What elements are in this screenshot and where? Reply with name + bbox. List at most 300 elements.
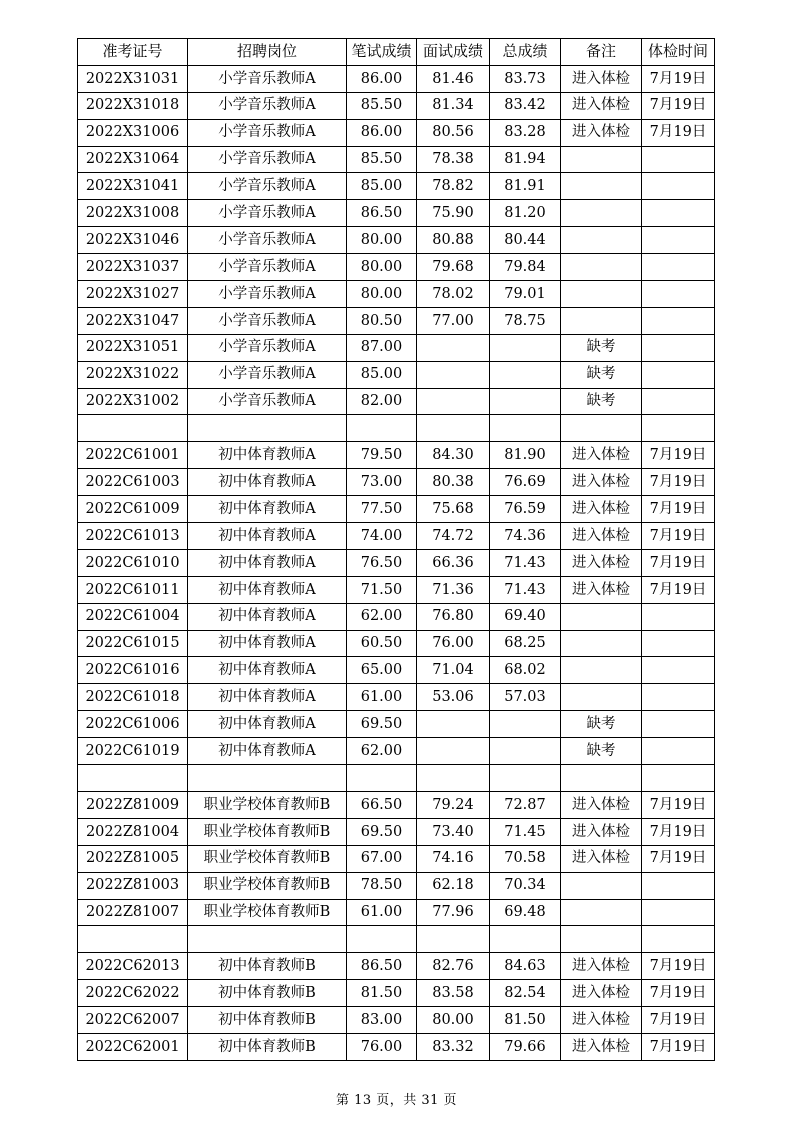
exam-date-cell xyxy=(642,334,715,361)
total-score-cell: 69.48 xyxy=(490,899,561,926)
remark-cell: 进入体检 xyxy=(561,791,642,818)
table-row xyxy=(78,281,715,308)
interview-score-cell: 78.02 xyxy=(417,281,490,308)
table-row xyxy=(78,980,715,1007)
remark-cell xyxy=(561,307,642,334)
interview-score-cell xyxy=(417,738,490,765)
exam-id-cell: 2022Z81007 xyxy=(78,899,188,926)
interview-score-cell: 78.82 xyxy=(417,173,490,200)
written-score-cell: 81.50 xyxy=(347,980,417,1007)
exam-id-cell: 2022C62013 xyxy=(78,953,188,980)
interview-score-cell: 76.80 xyxy=(417,603,490,630)
position-cell: 初中体育教师A xyxy=(188,496,347,523)
table-row xyxy=(78,818,715,845)
remark-cell xyxy=(561,603,642,630)
total-score-cell: 71.45 xyxy=(490,818,561,845)
remark-cell: 进入体检 xyxy=(561,92,642,119)
total-score-cell xyxy=(490,361,561,388)
exam-id-cell: 2022X31037 xyxy=(78,254,188,281)
exam-id-cell: 2022Z81004 xyxy=(78,818,188,845)
header-position: 招聘岗位 xyxy=(188,39,347,66)
interview-score-cell xyxy=(417,334,490,361)
exam-date-cell xyxy=(642,603,715,630)
written-score-cell: 61.00 xyxy=(347,684,417,711)
exam-date-cell xyxy=(642,227,715,254)
total-score-cell: 78.75 xyxy=(490,307,561,334)
exam-date-cell: 7月19日 xyxy=(642,549,715,576)
interview-score-cell: 84.30 xyxy=(417,442,490,469)
header-exam-date: 体检时间 xyxy=(642,39,715,66)
table-row xyxy=(78,684,715,711)
interview-score-cell: 74.16 xyxy=(417,845,490,872)
position-cell: 初中体育教师A xyxy=(188,657,347,684)
table-row xyxy=(78,576,715,603)
table-row xyxy=(78,1007,715,1034)
total-score-cell: 71.43 xyxy=(490,576,561,603)
exam-id-cell: 2022C61015 xyxy=(78,630,188,657)
table-row xyxy=(78,549,715,576)
exam-date-cell: 7月19日 xyxy=(642,496,715,523)
table-row xyxy=(78,334,715,361)
position-cell: 初中体育教师A xyxy=(188,684,347,711)
written-score-cell: 69.50 xyxy=(347,818,417,845)
remark-cell: 进入体检 xyxy=(561,119,642,146)
separator-row xyxy=(78,926,715,953)
exam-date-cell xyxy=(642,684,715,711)
interview-score-cell: 71.36 xyxy=(417,576,490,603)
interview-score-cell: 75.68 xyxy=(417,496,490,523)
remark-cell xyxy=(561,657,642,684)
exam-id-cell: 2022C62007 xyxy=(78,1007,188,1034)
exam-date-cell: 7月19日 xyxy=(642,1033,715,1060)
exam-id-cell: 2022X31051 xyxy=(78,334,188,361)
table-row xyxy=(78,1033,715,1060)
exam-id-cell xyxy=(78,926,188,953)
exam-date-cell: 7月19日 xyxy=(642,442,715,469)
table-row xyxy=(78,496,715,523)
exam-date-cell: 7月19日 xyxy=(642,65,715,92)
total-score-cell: 81.50 xyxy=(490,1007,561,1034)
total-score-cell: 70.58 xyxy=(490,845,561,872)
interview-score-cell: 82.76 xyxy=(417,953,490,980)
remark-cell: 进入体检 xyxy=(561,980,642,1007)
total-score-cell xyxy=(490,926,561,953)
total-score-cell: 71.43 xyxy=(490,549,561,576)
position-cell: 初中体育教师A xyxy=(188,523,347,550)
position-cell: 初中体育教师A xyxy=(188,738,347,765)
exam-date-cell xyxy=(642,415,715,442)
interview-score-cell: 79.68 xyxy=(417,254,490,281)
exam-date-cell xyxy=(642,388,715,415)
position-cell: 小学音乐教师A xyxy=(188,200,347,227)
header-written-score: 笔试成绩 xyxy=(347,39,417,66)
written-score-cell: 65.00 xyxy=(347,657,417,684)
position-cell: 初中体育教师A xyxy=(188,442,347,469)
position-cell: 初中体育教师B xyxy=(188,953,347,980)
written-score-cell: 86.50 xyxy=(347,953,417,980)
remark-cell: 进入体检 xyxy=(561,953,642,980)
table-row xyxy=(78,119,715,146)
header-interview-score: 面试成绩 xyxy=(417,39,490,66)
written-score-cell: 67.00 xyxy=(347,845,417,872)
interview-score-cell: 83.32 xyxy=(417,1033,490,1060)
exam-id-cell: 2022C61004 xyxy=(78,603,188,630)
exam-id-cell: 2022X31027 xyxy=(78,281,188,308)
interview-score-cell: 80.00 xyxy=(417,1007,490,1034)
exam-date-cell xyxy=(642,872,715,899)
written-score-cell: 61.00 xyxy=(347,899,417,926)
position-cell: 初中体育教师B xyxy=(188,1007,347,1034)
written-score-cell: 62.00 xyxy=(347,738,417,765)
exam-date-cell xyxy=(642,657,715,684)
table-row xyxy=(78,899,715,926)
interview-score-cell: 77.00 xyxy=(417,307,490,334)
exam-id-cell: 2022C62022 xyxy=(78,980,188,1007)
position-cell: 初中体育教师B xyxy=(188,1033,347,1060)
exam-date-cell: 7月19日 xyxy=(642,845,715,872)
header-total-score: 总成绩 xyxy=(490,39,561,66)
score-table xyxy=(77,38,715,1061)
remark-cell xyxy=(561,227,642,254)
total-score-cell: 79.01 xyxy=(490,281,561,308)
exam-date-cell xyxy=(642,200,715,227)
exam-id-cell: 2022C61019 xyxy=(78,738,188,765)
exam-date-cell xyxy=(642,307,715,334)
interview-score-cell: 80.38 xyxy=(417,469,490,496)
total-score-cell: 80.44 xyxy=(490,227,561,254)
header-remark: 备注 xyxy=(561,39,642,66)
table-row xyxy=(78,469,715,496)
total-score-cell: 57.03 xyxy=(490,684,561,711)
exam-date-cell xyxy=(642,765,715,792)
table-row xyxy=(78,603,715,630)
table-header xyxy=(78,39,715,66)
written-score-cell: 85.00 xyxy=(347,173,417,200)
interview-score-cell xyxy=(417,415,490,442)
written-score-cell: 87.00 xyxy=(347,334,417,361)
interview-score-cell: 79.24 xyxy=(417,791,490,818)
position-cell: 初中体育教师A xyxy=(188,549,347,576)
exam-date-cell: 7月19日 xyxy=(642,119,715,146)
table-row xyxy=(78,953,715,980)
written-score-cell: 69.50 xyxy=(347,711,417,738)
exam-id-cell: 2022C61006 xyxy=(78,711,188,738)
exam-id-cell: 2022Z81005 xyxy=(78,845,188,872)
table-row xyxy=(78,872,715,899)
exam-date-cell: 7月19日 xyxy=(642,576,715,603)
table-row xyxy=(78,738,715,765)
interview-score-cell: 77.96 xyxy=(417,899,490,926)
remark-cell xyxy=(561,200,642,227)
exam-date-cell: 7月19日 xyxy=(642,523,715,550)
table-row xyxy=(78,92,715,119)
remark-cell: 进入体检 xyxy=(561,845,642,872)
position-cell: 小学音乐教师A xyxy=(188,334,347,361)
total-score-cell: 82.54 xyxy=(490,980,561,1007)
exam-id-cell xyxy=(78,415,188,442)
exam-date-cell xyxy=(642,738,715,765)
total-score-cell: 68.25 xyxy=(490,630,561,657)
total-score-cell: 81.94 xyxy=(490,146,561,173)
written-score-cell: 86.00 xyxy=(347,65,417,92)
exam-id-cell: 2022X31041 xyxy=(78,173,188,200)
written-score-cell: 80.00 xyxy=(347,227,417,254)
position-cell: 小学音乐教师A xyxy=(188,173,347,200)
position-cell: 小学音乐教师A xyxy=(188,119,347,146)
remark-cell xyxy=(561,630,642,657)
exam-id-cell: 2022X31047 xyxy=(78,307,188,334)
exam-date-cell xyxy=(642,711,715,738)
total-score-cell xyxy=(490,415,561,442)
total-score-cell: 84.63 xyxy=(490,953,561,980)
header-row xyxy=(78,39,715,66)
total-score-cell: 83.42 xyxy=(490,92,561,119)
remark-cell: 进入体检 xyxy=(561,65,642,92)
remark-cell xyxy=(561,765,642,792)
written-score-cell xyxy=(347,926,417,953)
table-row xyxy=(78,65,715,92)
total-score-cell: 70.34 xyxy=(490,872,561,899)
interview-score-cell xyxy=(417,361,490,388)
exam-id-cell: 2022C61010 xyxy=(78,549,188,576)
separator-row xyxy=(78,415,715,442)
total-score-cell: 83.28 xyxy=(490,119,561,146)
written-score-cell: 80.00 xyxy=(347,281,417,308)
position-cell: 小学音乐教师A xyxy=(188,146,347,173)
exam-id-cell: 2022C62001 xyxy=(78,1033,188,1060)
exam-id-cell: 2022C61009 xyxy=(78,496,188,523)
table-row xyxy=(78,845,715,872)
remark-cell xyxy=(561,173,642,200)
position-cell xyxy=(188,765,347,792)
exam-date-cell xyxy=(642,926,715,953)
table-row xyxy=(78,146,715,173)
exam-date-cell: 7月19日 xyxy=(642,1007,715,1034)
written-score-cell: 83.00 xyxy=(347,1007,417,1034)
total-score-cell: 69.40 xyxy=(490,603,561,630)
exam-id-cell: 2022X31018 xyxy=(78,92,188,119)
remark-cell: 缺考 xyxy=(561,738,642,765)
exam-date-cell: 7月19日 xyxy=(642,818,715,845)
exam-id-cell: 2022C61013 xyxy=(78,523,188,550)
written-score-cell: 85.00 xyxy=(347,361,417,388)
interview-score-cell xyxy=(417,926,490,953)
written-score-cell: 73.00 xyxy=(347,469,417,496)
interview-score-cell: 81.46 xyxy=(417,65,490,92)
table-row xyxy=(78,200,715,227)
total-score-cell xyxy=(490,388,561,415)
remark-cell xyxy=(561,254,642,281)
position-cell: 职业学校体育教师B xyxy=(188,899,347,926)
table-row xyxy=(78,254,715,281)
remark-cell: 缺考 xyxy=(561,361,642,388)
remark-cell xyxy=(561,684,642,711)
total-score-cell: 72.87 xyxy=(490,791,561,818)
remark-cell xyxy=(561,281,642,308)
interview-score-cell xyxy=(417,388,490,415)
exam-id-cell: 2022X31008 xyxy=(78,200,188,227)
position-cell: 职业学校体育教师B xyxy=(188,791,347,818)
interview-score-cell: 78.38 xyxy=(417,146,490,173)
table-row xyxy=(78,523,715,550)
written-score-cell: 79.50 xyxy=(347,442,417,469)
written-score-cell xyxy=(347,765,417,792)
written-score-cell: 66.50 xyxy=(347,791,417,818)
written-score-cell: 80.50 xyxy=(347,307,417,334)
remark-cell: 进入体检 xyxy=(561,1007,642,1034)
interview-score-cell xyxy=(417,711,490,738)
position-cell: 初中体育教师A xyxy=(188,630,347,657)
exam-id-cell: 2022C61003 xyxy=(78,469,188,496)
exam-id-cell: 2022Z81009 xyxy=(78,791,188,818)
table-row xyxy=(78,227,715,254)
exam-date-cell xyxy=(642,630,715,657)
position-cell: 小学音乐教师A xyxy=(188,307,347,334)
total-score-cell: 81.20 xyxy=(490,200,561,227)
exam-id-cell: 2022X31046 xyxy=(78,227,188,254)
exam-date-cell: 7月19日 xyxy=(642,469,715,496)
total-score-cell: 79.84 xyxy=(490,254,561,281)
position-cell: 小学音乐教师A xyxy=(188,361,347,388)
remark-cell: 缺考 xyxy=(561,334,642,361)
total-score-cell xyxy=(490,711,561,738)
remark-cell xyxy=(561,872,642,899)
exam-id-cell: 2022C61001 xyxy=(78,442,188,469)
header-exam-id: 准考证号 xyxy=(78,39,188,66)
exam-date-cell: 7月19日 xyxy=(642,953,715,980)
interview-score-cell: 81.34 xyxy=(417,92,490,119)
written-score-cell: 85.50 xyxy=(347,92,417,119)
remark-cell: 进入体检 xyxy=(561,818,642,845)
exam-date-cell xyxy=(642,254,715,281)
written-score-cell: 74.00 xyxy=(347,523,417,550)
table-row xyxy=(78,307,715,334)
interview-score-cell: 66.36 xyxy=(417,549,490,576)
total-score-cell: 83.73 xyxy=(490,65,561,92)
written-score-cell: 62.00 xyxy=(347,603,417,630)
position-cell: 职业学校体育教师B xyxy=(188,845,347,872)
position-cell: 小学音乐教师A xyxy=(188,254,347,281)
written-score-cell: 85.50 xyxy=(347,146,417,173)
position-cell xyxy=(188,926,347,953)
exam-id-cell: 2022Z81003 xyxy=(78,872,188,899)
total-score-cell xyxy=(490,334,561,361)
total-score-cell: 76.69 xyxy=(490,469,561,496)
remark-cell xyxy=(561,146,642,173)
interview-score-cell: 71.04 xyxy=(417,657,490,684)
interview-score-cell: 80.56 xyxy=(417,119,490,146)
exam-date-cell: 7月19日 xyxy=(642,980,715,1007)
written-score-cell: 77.50 xyxy=(347,496,417,523)
position-cell xyxy=(188,415,347,442)
interview-score-cell: 53.06 xyxy=(417,684,490,711)
exam-id-cell: 2022X31064 xyxy=(78,146,188,173)
exam-id-cell: 2022X31031 xyxy=(78,65,188,92)
remark-cell xyxy=(561,899,642,926)
page-footer: 第 13 页，共 31 页 xyxy=(335,1093,458,1108)
table-row xyxy=(78,791,715,818)
written-score-cell: 76.50 xyxy=(347,549,417,576)
remark-cell: 缺考 xyxy=(561,711,642,738)
position-cell: 初中体育教师A xyxy=(188,576,347,603)
remark-cell xyxy=(561,415,642,442)
exam-date-cell: 7月19日 xyxy=(642,92,715,119)
exam-id-cell: 2022C61016 xyxy=(78,657,188,684)
table-body xyxy=(78,65,715,1060)
table-row xyxy=(78,442,715,469)
table-row xyxy=(78,657,715,684)
interview-score-cell: 74.72 xyxy=(417,523,490,550)
interview-score-cell: 62.18 xyxy=(417,872,490,899)
table-row xyxy=(78,388,715,415)
position-cell: 小学音乐教师A xyxy=(188,65,347,92)
position-cell: 初中体育教师A xyxy=(188,603,347,630)
position-cell: 初中体育教师A xyxy=(188,469,347,496)
remark-cell: 缺考 xyxy=(561,388,642,415)
total-score-cell xyxy=(490,738,561,765)
exam-date-cell xyxy=(642,899,715,926)
position-cell: 小学音乐教师A xyxy=(188,388,347,415)
table-row xyxy=(78,173,715,200)
total-score-cell: 76.59 xyxy=(490,496,561,523)
exam-date-cell xyxy=(642,281,715,308)
exam-date-cell xyxy=(642,146,715,173)
written-score-cell: 86.50 xyxy=(347,200,417,227)
position-cell: 小学音乐教师A xyxy=(188,92,347,119)
table-row xyxy=(78,361,715,388)
exam-id-cell: 2022C61018 xyxy=(78,684,188,711)
interview-score-cell xyxy=(417,765,490,792)
written-score-cell: 82.00 xyxy=(347,388,417,415)
remark-cell: 进入体检 xyxy=(561,549,642,576)
exam-date-cell: 7月19日 xyxy=(642,791,715,818)
interview-score-cell: 76.00 xyxy=(417,630,490,657)
exam-id-cell: 2022X31006 xyxy=(78,119,188,146)
exam-id-cell xyxy=(78,765,188,792)
position-cell: 职业学校体育教师B xyxy=(188,818,347,845)
total-score-cell: 68.02 xyxy=(490,657,561,684)
written-score-cell: 76.00 xyxy=(347,1033,417,1060)
remark-cell: 进入体检 xyxy=(561,496,642,523)
exam-date-cell xyxy=(642,361,715,388)
table-row xyxy=(78,630,715,657)
position-cell: 小学音乐教师A xyxy=(188,281,347,308)
written-score-cell: 86.00 xyxy=(347,119,417,146)
exam-id-cell: 2022X31022 xyxy=(78,361,188,388)
interview-score-cell: 73.40 xyxy=(417,818,490,845)
written-score-cell: 71.50 xyxy=(347,576,417,603)
written-score-cell: 80.00 xyxy=(347,254,417,281)
total-score-cell: 81.91 xyxy=(490,173,561,200)
position-cell: 初中体育教师A xyxy=(188,711,347,738)
interview-score-cell: 83.58 xyxy=(417,980,490,1007)
remark-cell: 进入体检 xyxy=(561,523,642,550)
written-score-cell xyxy=(347,415,417,442)
remark-cell: 进入体检 xyxy=(561,442,642,469)
exam-id-cell: 2022C61011 xyxy=(78,576,188,603)
total-score-cell: 74.36 xyxy=(490,523,561,550)
separator-row xyxy=(78,765,715,792)
total-score-cell: 79.66 xyxy=(490,1033,561,1060)
position-cell: 初中体育教师B xyxy=(188,980,347,1007)
written-score-cell: 60.50 xyxy=(347,630,417,657)
total-score-cell: 81.90 xyxy=(490,442,561,469)
remark-cell: 进入体检 xyxy=(561,469,642,496)
exam-id-cell: 2022X31002 xyxy=(78,388,188,415)
interview-score-cell: 80.88 xyxy=(417,227,490,254)
position-cell: 职业学校体育教师B xyxy=(188,872,347,899)
remark-cell: 进入体检 xyxy=(561,576,642,603)
